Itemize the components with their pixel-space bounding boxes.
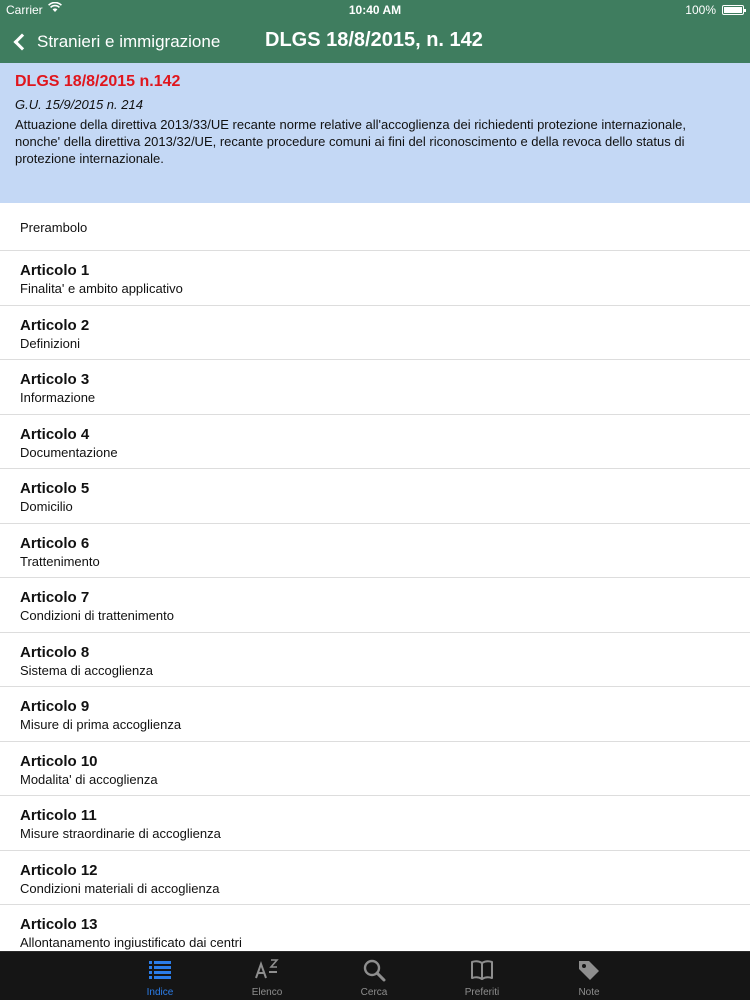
tab-preferiti[interactable] <box>442 952 522 1000</box>
article-title: Articolo 6 <box>20 534 90 552</box>
tab-label: Note <box>578 987 600 998</box>
article-title: Articolo 11 <box>20 807 97 824</box>
list-item-preamble[interactable] <box>0 203 750 251</box>
law-header <box>0 63 750 203</box>
article-subtitle: Trattenimento <box>20 553 100 569</box>
list-item[interactable] <box>0 742 750 797</box>
law-code: DLGS 18/8/2015 n.142 <box>15 73 181 90</box>
top-bar <box>0 0 750 63</box>
article-subtitle: Domicilio <box>20 499 73 514</box>
article-title: Articolo 9 <box>20 698 90 715</box>
battery-icon <box>722 5 744 15</box>
clock: 10:40 AM <box>348 3 402 17</box>
article-subtitle: Misure di prima accoglienza <box>20 717 182 732</box>
article-subtitle: Definizioni <box>20 335 80 351</box>
list-item[interactable] <box>0 469 750 524</box>
article-subtitle: Modalita' di accoglienza <box>20 771 158 787</box>
article-list <box>0 203 750 951</box>
tab-label: Cerca <box>360 987 388 998</box>
preamble-label: Prerambolo <box>20 220 88 235</box>
navigation-bar <box>0 22 750 62</box>
search-icon <box>362 958 386 982</box>
battery-percent: 100% <box>685 3 716 17</box>
list-item[interactable] <box>0 415 750 470</box>
article-subtitle: Allontanamento ingiustificato dai centri <box>20 935 242 950</box>
article-subtitle: Condizioni di trattenimento <box>20 608 174 623</box>
list-item[interactable] <box>0 796 750 851</box>
article-subtitle: Condizioni materiali di accoglienza <box>20 880 220 896</box>
article-subtitle: Finalita' e ambito applicativo <box>20 281 183 296</box>
tab-elenco[interactable] <box>227 952 307 1000</box>
tab-label: Preferiti <box>464 987 500 998</box>
tab-label: Elenco <box>251 987 283 998</box>
status-bar <box>0 0 750 20</box>
chevron-left-icon <box>14 34 31 51</box>
page-title: DLGS 18/8/2015, n. 142 <box>265 29 483 51</box>
list-item[interactable] <box>0 251 750 306</box>
article-title: Articolo 8 <box>20 643 90 661</box>
book-icon <box>470 958 494 982</box>
az-sort-icon <box>255 958 279 982</box>
article-title: Articolo 3 <box>20 371 90 388</box>
article-title: Articolo 2 <box>20 316 90 334</box>
list-item[interactable] <box>0 524 750 579</box>
article-title: Articolo 1 <box>20 262 90 279</box>
article-subtitle: Misure straordinarie di accoglienza <box>20 826 221 841</box>
article-subtitle: Documentazione <box>20 444 118 460</box>
article-title: Articolo 13 <box>20 916 98 933</box>
article-title: Articolo 4 <box>20 425 90 443</box>
article-title: Articolo 10 <box>20 752 98 770</box>
gazette-reference: G.U. 15/9/2015 n. 214 <box>15 97 143 112</box>
tab-label: Indice <box>146 987 174 998</box>
list-item[interactable] <box>0 306 750 361</box>
article-subtitle: Sistema di accoglienza <box>20 662 153 678</box>
back-label: Stranieri e immigrazione <box>37 32 221 51</box>
list-icon <box>148 958 172 982</box>
law-description: Attuazione della direttiva 2013/33/UE recante norme relative all'accoglienza dei richiedenti protezione internazionale, nonche' della direttiva 2013/32/UE, recante procedure comuni ai fini del riconoscimento e della revoca dello status di protezione internazionale. <box>15 117 686 166</box>
tab-indice[interactable] <box>120 952 200 1000</box>
article-subtitle: Informazione <box>20 390 96 405</box>
list-item[interactable] <box>0 578 750 633</box>
tab-bar <box>0 951 750 1000</box>
article-title: Articolo 7 <box>20 589 90 606</box>
list-item[interactable] <box>0 360 750 415</box>
list-item[interactable] <box>0 905 750 951</box>
list-item[interactable] <box>0 687 750 742</box>
back-button[interactable] <box>10 28 220 56</box>
carrier-label: Carrier <box>6 3 43 17</box>
tab-note[interactable] <box>549 952 629 1000</box>
list-item[interactable] <box>0 851 750 906</box>
tag-icon <box>577 958 601 982</box>
article-title: Articolo 5 <box>20 480 90 497</box>
article-title: Articolo 12 <box>20 861 98 879</box>
tab-cerca[interactable] <box>334 952 414 1000</box>
list-item[interactable] <box>0 633 750 688</box>
